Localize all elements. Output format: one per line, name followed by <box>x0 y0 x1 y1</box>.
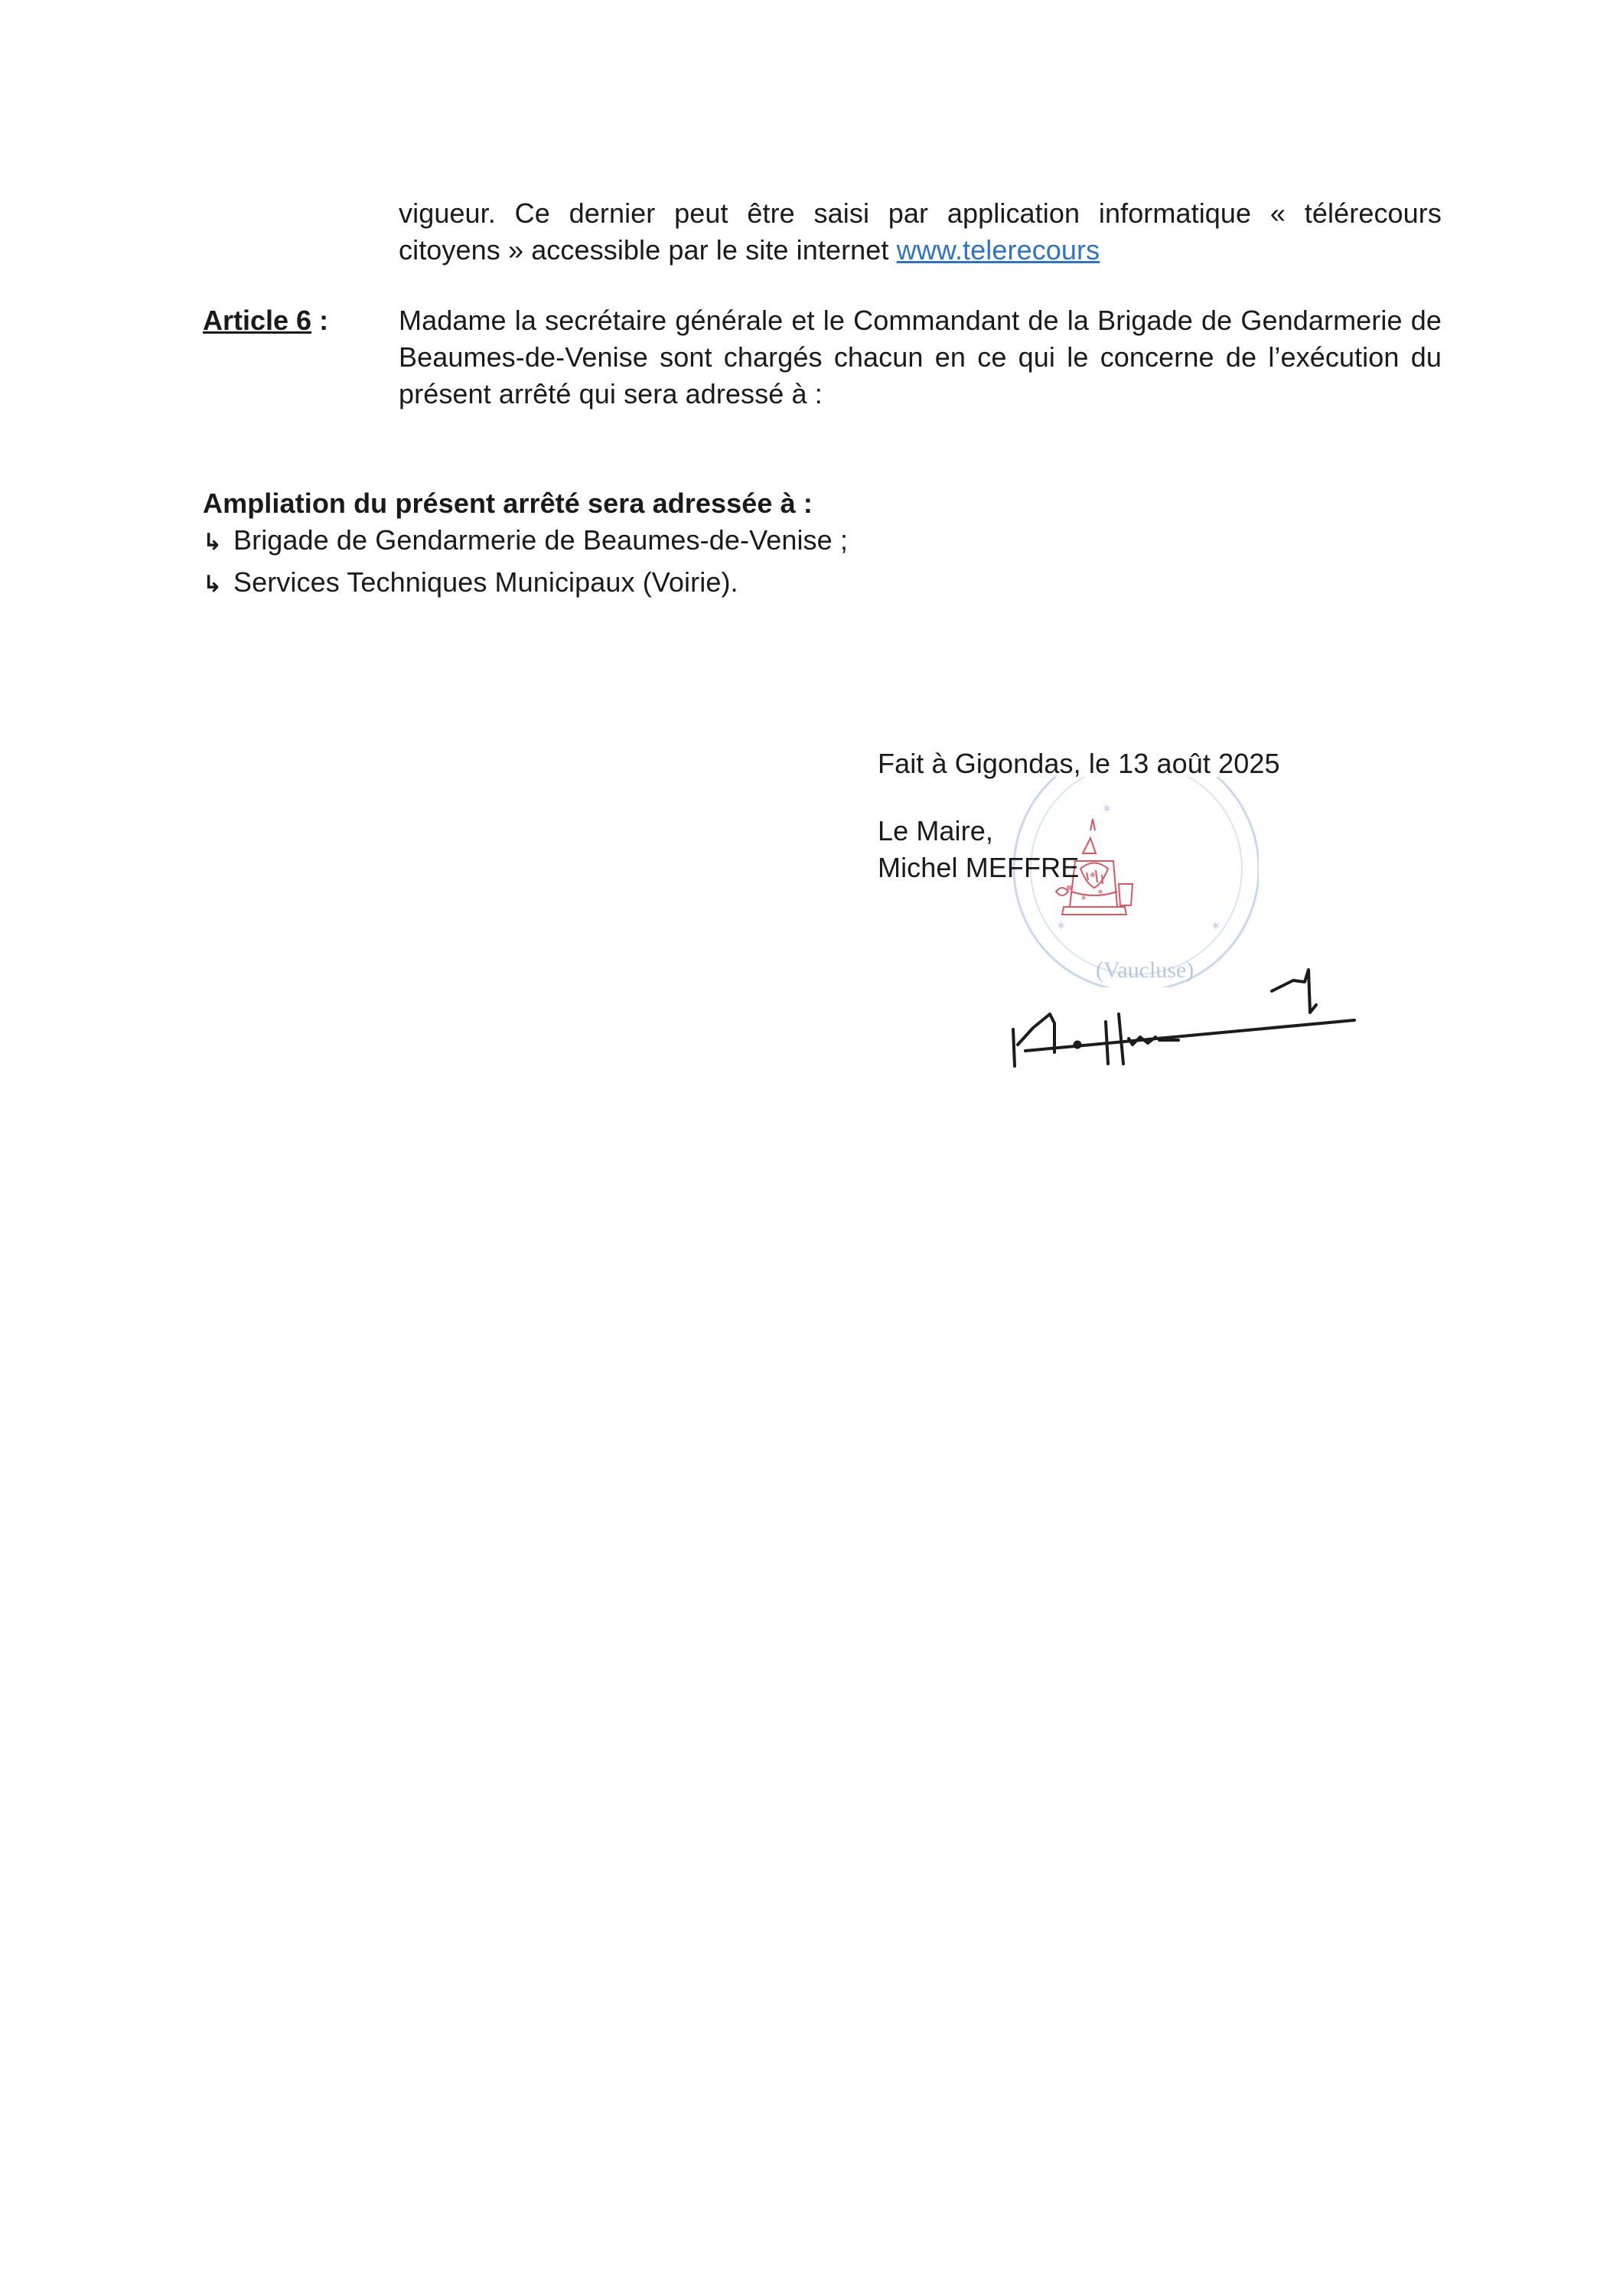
continuation-text-2: citoyens » accessible par le site internet <box>399 234 897 266</box>
ampliation-item <box>203 564 738 603</box>
article-6-label <box>203 302 328 339</box>
mayor-role: Le Maire, <box>878 815 993 846</box>
continuation-line-1 <box>399 195 1442 232</box>
place-date: Fait à Gigondas, le 13 août 2025 <box>878 748 1280 779</box>
svg-text:✶: ✶ <box>1056 920 1067 933</box>
ampliation-item-text: Brigade de Gendarmerie de Beaumes-de-Venise ; <box>233 524 848 556</box>
ampliation-item <box>203 522 848 561</box>
continuation-text-1: vigueur. Ce dernier peut être saisi par application informatique « télérecours <box>399 197 1442 229</box>
article-6-body <box>399 302 1442 413</box>
handwritten-signature <box>1002 938 1362 1075</box>
arrow-bullet-icon: ↳ <box>203 572 223 597</box>
ampliation-title: Ampliation du présent arrêté sera adressée à : <box>203 488 813 519</box>
article-6-label-word: Article 6 <box>203 305 312 336</box>
arrow-bullet-icon: ↳ <box>203 530 223 555</box>
article-6-line-2: Beaumes-de-Venise sont chargés chacun en ce qui le concerne de l’exécution du <box>399 341 1442 373</box>
article-6-line-3: présent arrêté qui sera adressé à : <box>399 378 823 409</box>
stamp-text: (Vaucluse) <box>1096 957 1194 983</box>
svg-text:✶: ✶ <box>1211 920 1221 933</box>
ampliation-item-text: Services Techniques Municipaux (Voirie). <box>233 566 738 598</box>
telerecours-link[interactable]: www.telerecours <box>896 234 1100 266</box>
continuation-line-2 <box>399 232 1442 269</box>
article-6-line-1: Madame la secrétaire générale et le Commandant de la Brigade de Gendarmerie de <box>399 305 1442 336</box>
svg-text:✶: ✶ <box>1102 803 1113 816</box>
article-6-label-suffix: : <box>311 305 329 336</box>
mayor-name: Michel MEFFRE <box>878 852 1080 883</box>
